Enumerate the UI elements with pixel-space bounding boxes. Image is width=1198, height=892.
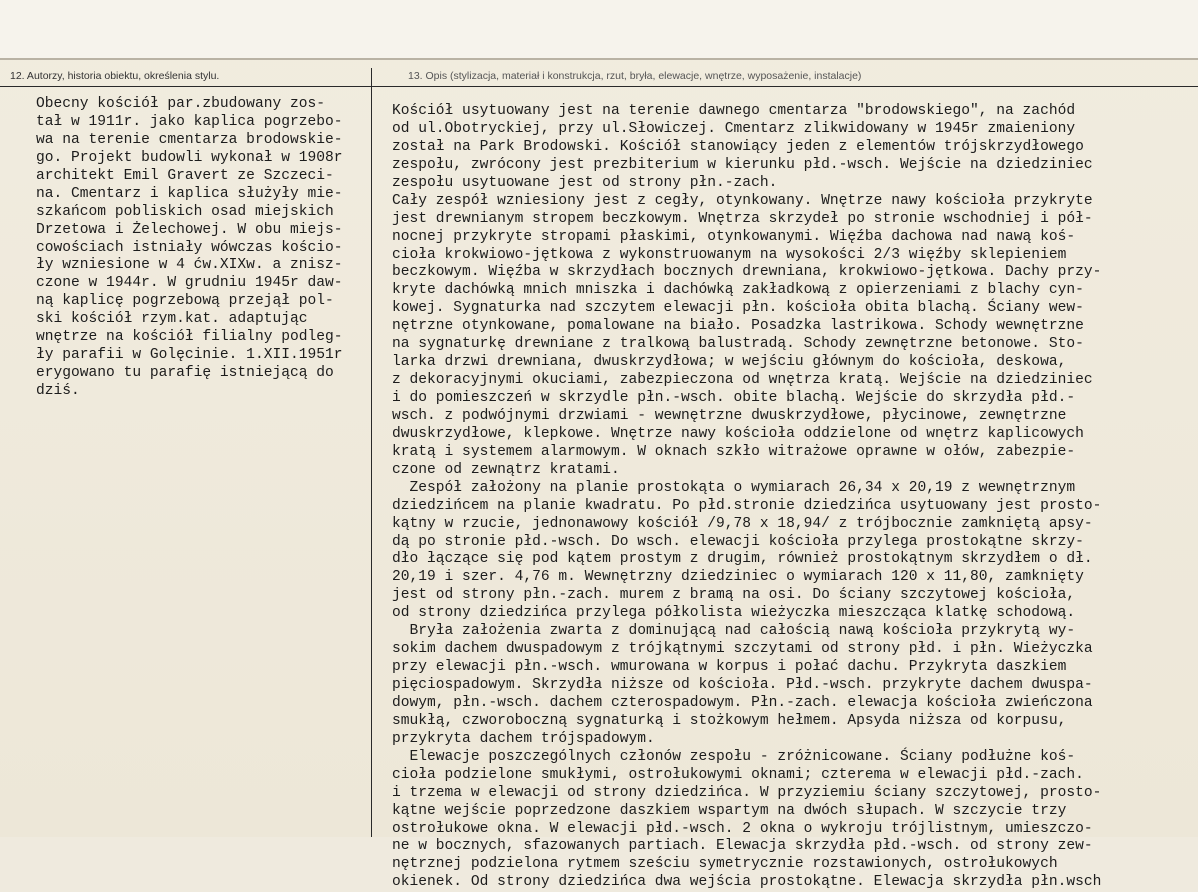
description-text-line: Bryła założenia zwarta z dominującą nad całością nawą kościoła przykrytą wy- xyxy=(392,623,1076,640)
description-text-line: 20,19 i szer. 4,76 m. Wewnętrzny dziedziniec o wymiarach 120 x 11,80, zamknięty xyxy=(392,569,1084,586)
description-text-line: dziedzińcem na planie kwadratu. Po płd.stronie dziedzińca usytuowany jest prosto- xyxy=(392,497,1102,514)
description-text-line: jest drewnianym stropem beczkowym. Wnętrza skrzydeł po stronie wschodniej i pół- xyxy=(392,210,1093,227)
history-text-line: go. Projekt budowli wykonał w 1908r xyxy=(36,149,343,166)
history-text-line: architekt Emil Gravert ze Szczeci- xyxy=(36,167,334,184)
description-text-line: kryte dachówką mnich mniszka i dachówką zakładkową z opierzeniami z blachy cyn- xyxy=(392,282,1084,299)
history-text-line: tał w 1911r. jako kaplica pogrzebo- xyxy=(36,113,343,130)
description-text-line: sokim dachem dwuspadowym z trójkątnymi szczytami od strony płd. i płn. Wieżyczka xyxy=(392,641,1093,658)
history-text-line: ną kaplicę pogrzebową przejął pol- xyxy=(36,293,334,310)
description-text-column xyxy=(392,103,1101,892)
description-text-line: beczkowym. Więźba w skrzydłach bocznych drewniana, krokwiowo-jętkowa. Dachy przy- xyxy=(392,264,1102,281)
description-text-line: smukłą, czworoboczną sygnaturką i stożkowym hełmem. Apsyda niższa od korpusu, xyxy=(392,712,1067,729)
description-text-line: ne w bocznych, sfazowanych partiach. Elewacja skrzydła płd.-wsch. od strony zew- xyxy=(392,838,1093,855)
description-text-line: od ul.Obotryckiej, przy ul.Słowiczej. Cmentarz zlikwidowany w 1945r zmaieniony xyxy=(392,120,1076,137)
description-text-line: zespołu usytuowane jest od strony płn.-zach. xyxy=(392,174,778,191)
description-text-line: i do pomieszczeń w skrzydle płn.-wsch. obite blachą. Wejście do skrzydła płd.- xyxy=(392,390,1076,406)
description-text-line: larka drzwi drewniana, dwuskrzydłowa; w wejściu głównym do kościoła, deskowa, xyxy=(392,354,1067,371)
description-text-line: kowej. Sygnaturka nad szczytem elewacji płn. kościoła obita blachą. Ściany wew- xyxy=(392,300,1084,317)
description-text-line: cioła podzielone smukłymi, ostrołukowymi oknami; czterema w elewacji płd.-zach. xyxy=(392,766,1084,783)
history-text-line: szkańcom pobliskich osad miejskich xyxy=(36,203,334,220)
description-text-line: wsch. z podwójnymi drzwiami - wewnętrzne dwuskrzydłowe, płycinowe, zewnętrzne xyxy=(392,407,1067,424)
description-text-line: Elewacje poszczególnych członów zespołu - zróżnicowane. Ściany podłużne koś- xyxy=(392,748,1076,765)
history-text-line: na. Cmentarz i kaplica służyły mie- xyxy=(36,185,343,202)
description-text-line: ostrołukowe okna. W elewacji płd.-wsch. 2 okna o wykroju trójlistnym, umieszczo- xyxy=(392,820,1093,837)
history-text-line: wa na terenie cmentarza brodowskie- xyxy=(36,131,343,148)
history-text-line: Drzetowa i Żelechowej. W obu miejs- xyxy=(36,221,343,238)
description-text-line: Zespół założony na planie prostokąta o wymiarach 26,34 x 20,19 z wewnętrznym xyxy=(392,479,1076,496)
description-text-line: dwuskrzydłowe, klepkowe. Wnętrze nawy kościoła oddzielone od wnętrz kaplicowych xyxy=(392,425,1084,442)
description-text-line: nocnej przykryte stropami płaskimi, otynkowanymi. Więźba dachowa nad nawą koś- xyxy=(392,228,1076,245)
history-text-line: dziś. xyxy=(36,383,80,399)
description-text-line: Kościół usytuowany jest na terenie dawnego cmentarza "brodowskiego", na zachód xyxy=(392,103,1076,119)
description-text-line: nętrznej podzielona rytmem sześciu symetrycznie rozstawionych, ostrołukowych xyxy=(392,856,1058,873)
header-divider-line xyxy=(0,86,1198,87)
history-text-line: erygowano tu parafię istniejącą do xyxy=(36,365,334,382)
description-text-line: jest od strony płn.-zach. murem z bramą na osi. Do ściany szczytowej kościoła, xyxy=(392,587,1076,604)
column-divider-line xyxy=(371,68,372,837)
description-text-line: kratą i systemem alarmowym. W oknach szkło witrażowe oprawne w ołów, zabezpie- xyxy=(392,443,1076,460)
description-text-line: i trzema w elewacji od strony dziedzińca. W przyziemiu ściany szczytowej, prosto- xyxy=(392,784,1102,801)
section-header-description: 13. Opis (stylizacja, materiał i konstrukcja, rzut, bryła, elewacje, wnętrze, wyposażenie, instalacje) xyxy=(408,70,862,82)
history-text-line: czone w 1944r. W grudniu 1945r daw- xyxy=(36,275,343,292)
description-text-line: na sygnaturkę drewniane z tralkową balustradą. Schody zewnętrzne betonowe. Sto- xyxy=(392,336,1084,353)
description-text-line: nętrzne otynkowane, pomalowane na biało. Posadzka lastrikowa. Schody wewnętrzne xyxy=(392,318,1084,335)
description-text-line: przykryta dachem trójspadowym. xyxy=(392,730,655,747)
history-text-line: wnętrze na kościół filialny podleg- xyxy=(36,329,343,346)
history-text-line: cowościach istniały wówczas kościo- xyxy=(36,239,343,256)
description-text-line: kątne wejście poprzedzone daszkiem wspartym na dwóch słupach. W szczycie trzy xyxy=(392,802,1067,819)
description-text-line: kątny w rzucie, jednonawowy kościół /9,78 x 18,94/ z trójbocznie zamkniętą apsy- xyxy=(392,515,1093,532)
description-text-line: został na Park Brodowski. Kościół stanowiący jeden z elementów trójskrzydłowego xyxy=(392,138,1084,155)
history-text-line: ły wzniesione w 4 ćw.XIXw. a znisz- xyxy=(36,257,343,274)
description-text-line: pięciospadowym. Skrzydła niższe od kościoła. Płd.-wsch. przykryte dachem dwuspa- xyxy=(392,677,1093,693)
description-text-line: dowym, płn.-wsch. dachem czterospadowym. Płn.-zach. elewacja kościoła zwieńczona xyxy=(392,694,1093,711)
description-text-line: z dekoracyjnymi okuciami, zabezpieczona od wnętrza kratą. Wejście na dziedziniec xyxy=(392,372,1093,389)
description-text-line: przy elewacji płn.-wsch. wmurowana w korpus i połać dachu. Przykryta daszkiem xyxy=(392,659,1067,676)
description-text-line: zespołu, zwrócony jest prezbiterium w kierunku płd.-wsch. Wejście na dziedziniec xyxy=(392,156,1093,173)
page-top-margin xyxy=(0,0,1198,60)
description-text-line: okienek. Od strony dziedzińca dwa wejścia prostokątne. Elewacja skrzydła płn.wsch xyxy=(392,874,1102,891)
history-text-column xyxy=(36,96,343,401)
description-text-line: Cały zespół wzniesiony jest z cegły, otynkowany. Wnętrze nawy kościoła przykryte xyxy=(392,192,1093,209)
description-text-line: dą po stronie płd.-wsch. Do wsch. elewacji kościoła przylega prostokątne skrzy- xyxy=(392,533,1084,550)
section-header-authors-history: 12. Autorzy, historia obiektu, określenia stylu. xyxy=(10,70,220,82)
description-text-line: od strony dziedzińca przylega półkolista wieżyczka mieszcząca klatkę schodową. xyxy=(392,605,1076,622)
description-text-line: dło łączące się pod kątem prostym z drugim, również prostokątnym skrzydłem o dł. xyxy=(392,551,1093,568)
history-text-line: ły parafii w Golęcinie. 1.XII.1951r xyxy=(36,347,343,364)
history-text-line: Obecny kościół par.zbudowany zos- xyxy=(36,96,326,112)
description-text-line: czone od zewnątrz kratami. xyxy=(392,461,620,478)
description-text-line: cioła krokwiowo-jętkowa z wykonstruowanym na wysokości 2/3 więźby sklepieniem xyxy=(392,246,1067,263)
history-text-line: ski kościół rzym.kat. adaptując xyxy=(36,311,308,328)
